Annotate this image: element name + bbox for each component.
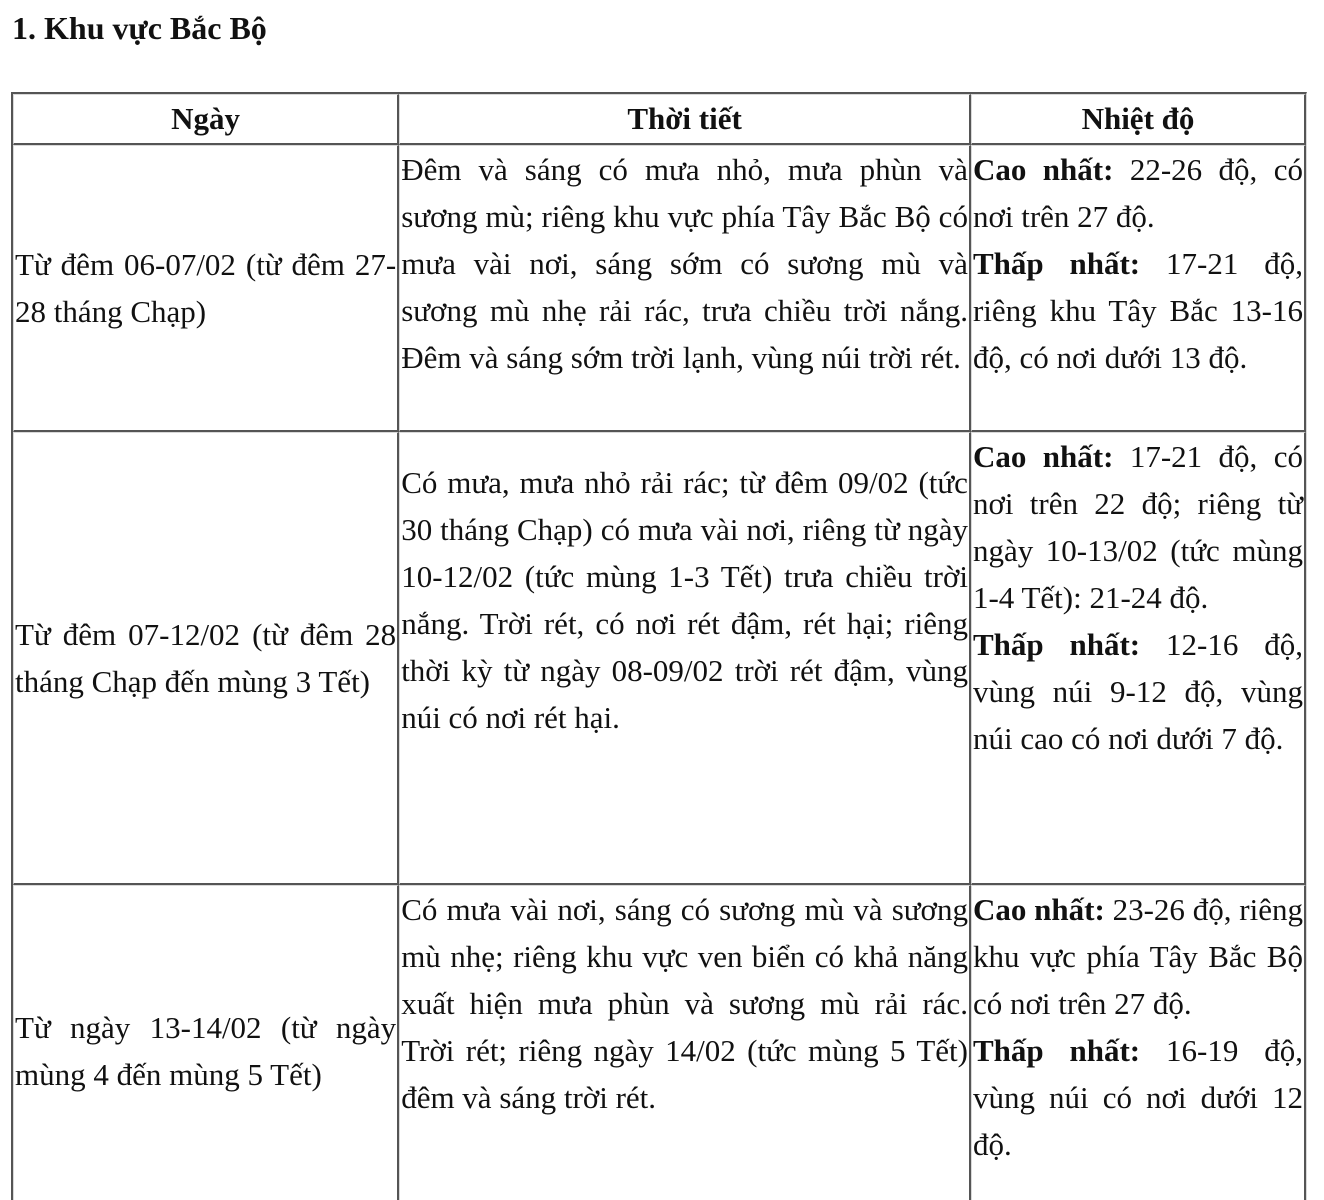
table-header-row (13, 94, 1306, 145)
table-row (13, 432, 1306, 885)
date-cell (13, 885, 399, 1200)
table-row (13, 145, 1306, 432)
temperature-cell (971, 432, 1306, 885)
header-temperature: Nhiệt độ (971, 94, 1306, 145)
low-value: 12-16 độ, vùng núi 9-12 độ, vùng núi cao có nơi dưới 7 độ. (972, 627, 1303, 756)
temperature-cell (971, 885, 1306, 1200)
weather-cell: Có mưa, mưa nhỏ rải rác; từ đêm 09/02 (tức 30 tháng Chạp) có mưa vài nơi, riêng từ ngày 10-12/02 (tức mùng 1-3 Tết) trưa chiều trời nắng. Trời rét, có nơi rét đậm, rét hại; riêng thời kỳ từ ngày 08-09/02 trời rét đậm, vùng núi có nơi rét hại. (399, 432, 971, 885)
high-temperature (973, 433, 1303, 621)
date-cell (13, 432, 399, 885)
temperature-cell (971, 145, 1306, 432)
high-value: 17-21 độ, có nơi trên 22 độ; riêng từ ngày 10-13/02 (tức mùng 1-4 Tết): 21-24 độ. (972, 439, 1303, 615)
low-label: Thấp nhất: (972, 627, 1141, 662)
high-value: 23-26 độ, riêng khu vực phía Tây Bắc Bộ có nơi trên 27 độ. (972, 892, 1303, 1021)
high-temperature (973, 886, 1303, 1027)
low-value: 16-19 độ, vùng núi có nơi dưới 12 độ. (972, 1033, 1303, 1162)
high-label: Cao nhất: (972, 152, 1114, 187)
high-label: Cao nhất: (972, 892, 1105, 927)
low-temperature (973, 240, 1303, 381)
weather-cell: Có mưa vài nơi, sáng có sương mù và sương mù nhẹ; riêng khu vực ven biển có khả năng xuất hiện mưa phùn và sương mù rải rác. Trời rét; riêng ngày 14/02 (tức mùng 5 Tết) đêm và sáng trời rét. (399, 885, 971, 1200)
date-text: Từ ngày 13-14/02 (từ ngày mùng 4 đến mùng 5 Tết) (15, 1010, 397, 1092)
header-date: Ngày (13, 94, 399, 145)
date-text: Từ đêm 06-07/02 (từ đêm 27-28 tháng Chạp) (15, 247, 397, 329)
table-row (13, 885, 1306, 1200)
low-temperature (973, 621, 1303, 762)
low-label: Thấp nhất: (972, 1033, 1141, 1068)
low-temperature (973, 1027, 1303, 1168)
low-value: 17-21 độ, riêng khu Tây Bắc 13-16 độ, có nơi dưới 13 độ. (972, 246, 1303, 375)
section-heading: 1. Khu vực Bắc Bộ (12, 10, 267, 46)
high-temperature (973, 146, 1303, 240)
date-text: Từ đêm 07-12/02 (từ đêm 28 tháng Chạp đến mùng 3 Tết) (15, 617, 397, 699)
weather-cell: Đêm và sáng có mưa nhỏ, mưa phùn và sương mù; riêng khu vực phía Tây Bắc Bộ có mưa vài nơi, sáng sớm có sương mù và sương mù nhẹ rải rác, trưa chiều trời nắng. Đêm và sáng sớm trời lạnh, vùng núi trời rét. (399, 145, 971, 432)
low-label: Thấp nhất: (972, 246, 1141, 281)
high-value: 22-26 độ, có nơi trên 27 độ. (972, 152, 1303, 234)
date-cell (13, 145, 399, 432)
high-label: Cao nhất: (972, 439, 1114, 474)
header-weather: Thời tiết (399, 94, 971, 145)
forecast-table (11, 92, 1307, 1200)
